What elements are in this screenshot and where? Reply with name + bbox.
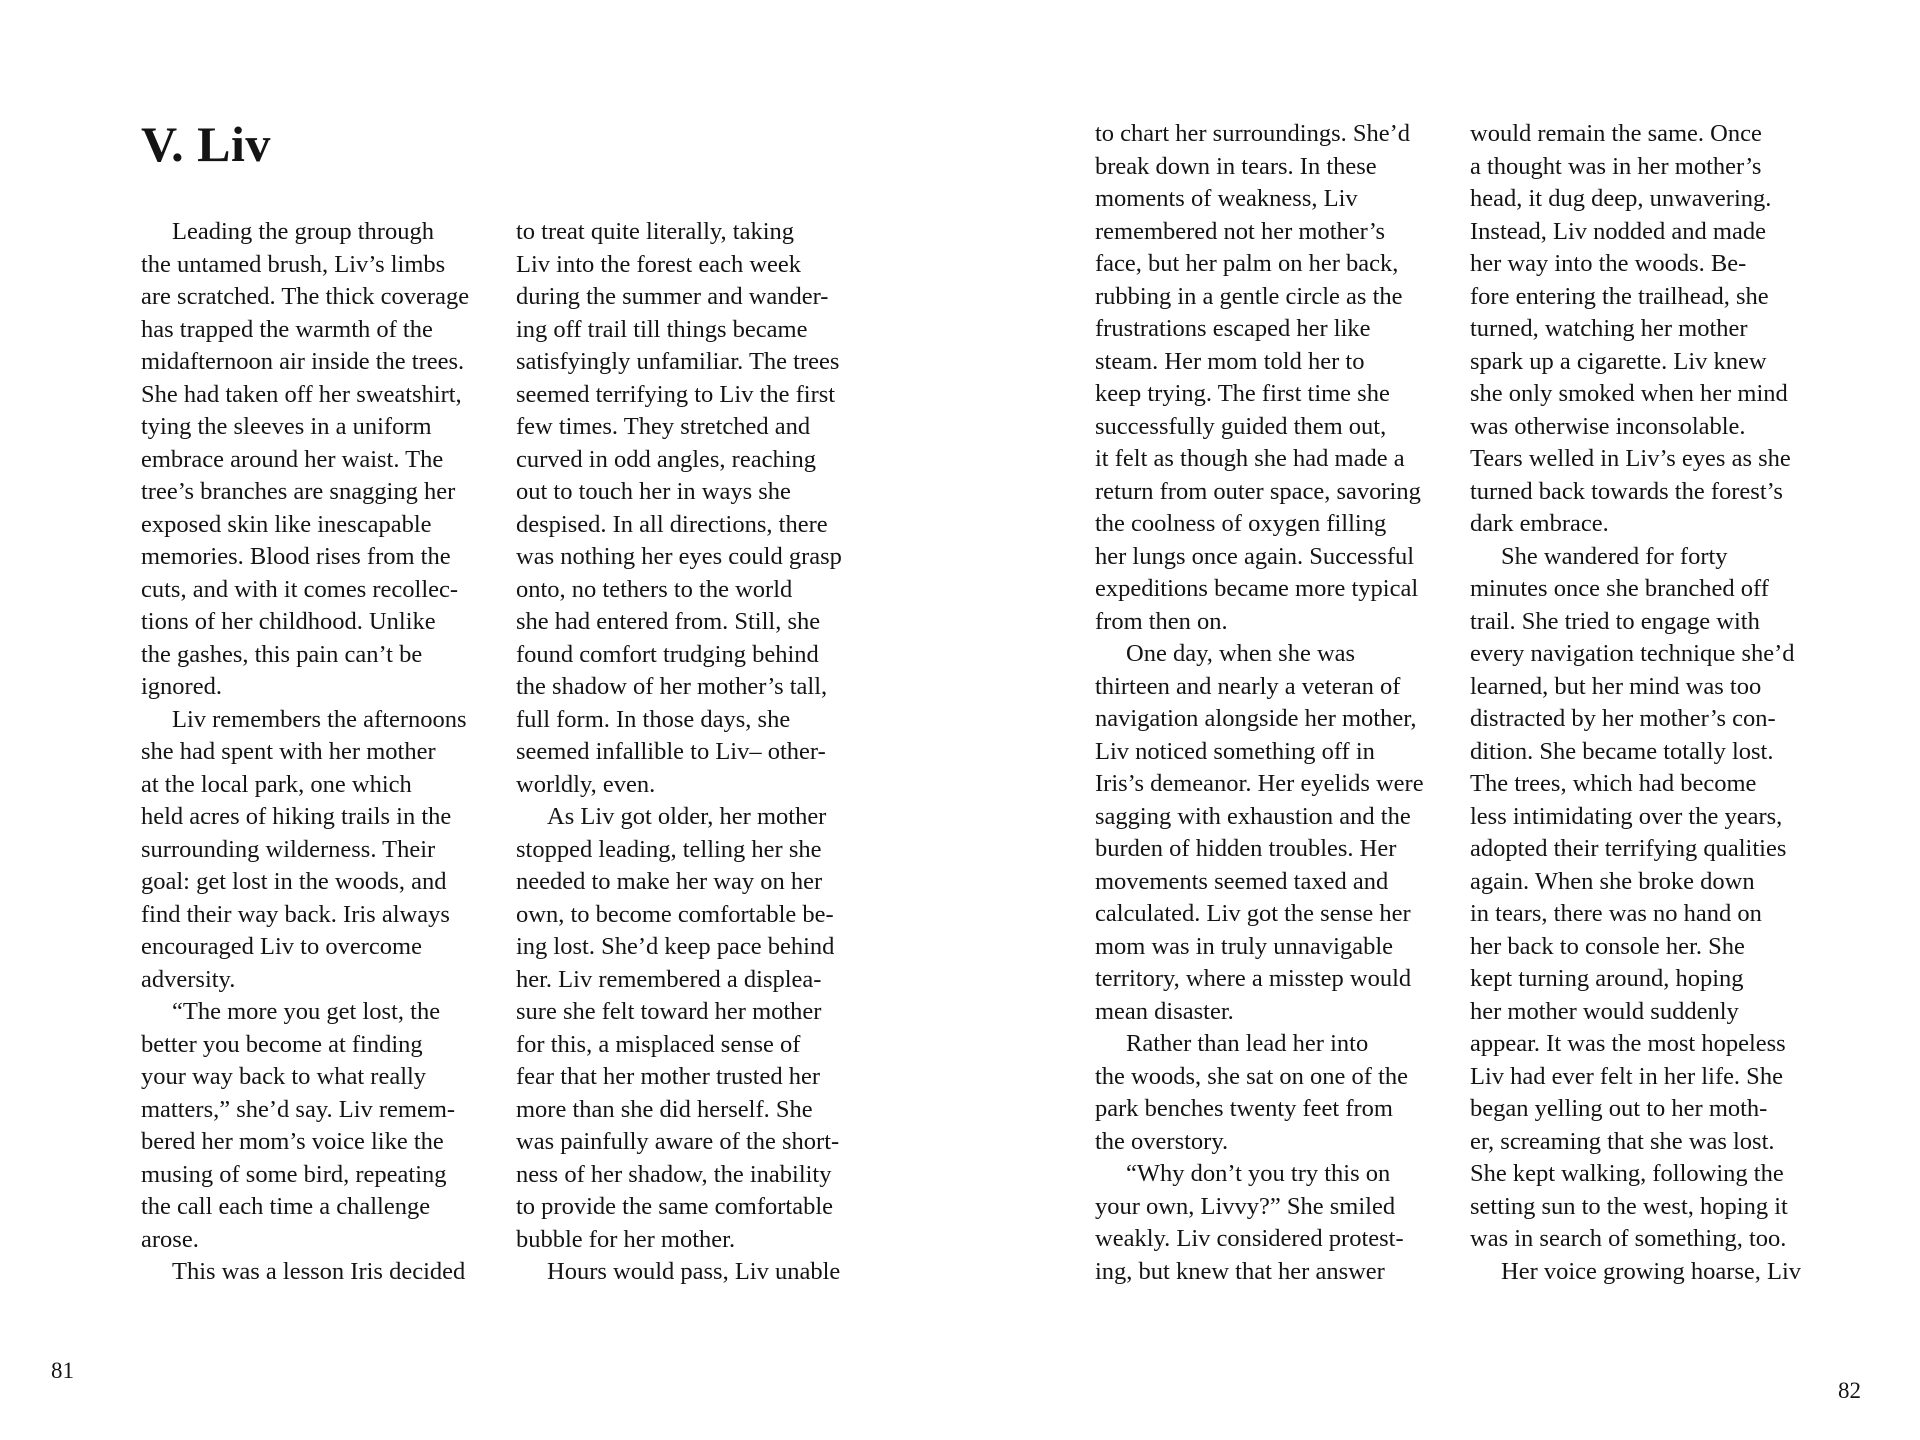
text-line: cuts, and with it comes recollec- (141, 575, 459, 603)
text-line: She wandered for forty (1501, 542, 1728, 570)
text-line: again. When she broke down (1470, 867, 1755, 895)
text-line: for this, a misplaced sense of (516, 1030, 801, 1058)
text-line: at the local park, one which (141, 770, 412, 798)
text-line: moments of weakness, Liv (1095, 185, 1358, 212)
text-line: thirteen and nearly a veteran of (1095, 672, 1401, 700)
text-line: to provide the same comfortable (516, 1193, 834, 1220)
text-line: own, to become comfortable be- (516, 900, 834, 928)
text-line: She had taken off her sweatshirt, (141, 380, 462, 408)
text-column-2 (516, 216, 866, 1289)
text-line: setting sun to the west, hoping it (1470, 1192, 1788, 1220)
text-line: she had spent with her mother (141, 738, 436, 765)
text-line: distracted by her mother’s con- (1470, 705, 1776, 732)
text-line: Liv into the forest each week (516, 250, 802, 278)
text-line: frustrations escaped her like (1095, 315, 1371, 342)
text-line: appear. It was the most hopeless (1470, 1030, 1786, 1057)
text-line: out to touch her in ways she (516, 478, 791, 505)
text-line: would remain the same. Once (1470, 120, 1762, 147)
text-line: are scratched. The thick coverage (141, 283, 470, 310)
text-line: worldly, even. (516, 770, 656, 798)
text-line: fore entering the trailhead, she (1470, 282, 1769, 310)
text-line: was painfully aware of the short- (516, 1128, 840, 1155)
text-line: the untamed brush, Liv’s limbs (141, 250, 446, 278)
text-line: during the summer and wander- (516, 283, 829, 310)
text-line: to treat quite literally, taking (516, 218, 795, 245)
text-line: midafternoon air inside the trees. (141, 348, 465, 375)
text-line: her. Liv remembered a displea- (516, 965, 822, 993)
text-line: Liv remembers the afternoons (172, 705, 467, 733)
text-line: burden of hidden troubles. Her (1095, 835, 1397, 862)
text-line: navigation alongside her mother, (1095, 705, 1417, 732)
text-line: the gashes, this pain can’t be (141, 640, 423, 668)
text-line: face, but her palm on her back, (1095, 250, 1399, 277)
text-line: park benches twenty feet from (1095, 1095, 1393, 1122)
text-line: find their way back. Iris always (141, 900, 450, 928)
text-line: began yelling out to her moth- (1470, 1095, 1768, 1122)
text-line: few times. They stretched and (516, 413, 811, 440)
text-line: kept turning around, hoping (1470, 965, 1744, 992)
text-line: your own, Livvy?” She smiled (1095, 1192, 1396, 1220)
text-line: despised. In all directions, there (516, 510, 828, 538)
text-line: better you become at finding (141, 1030, 423, 1058)
text-line: matters,” she’d say. Liv remem- (141, 1095, 456, 1123)
text-line: held acres of hiking trails in the (141, 803, 452, 830)
text-line: successfully guided them out, (1095, 412, 1387, 440)
text-line: ness of her shadow, the inability (516, 1160, 832, 1188)
text-line: Rather than lead her into (1126, 1030, 1369, 1057)
text-line: Iris’s demeanor. Her eyelids were (1095, 770, 1424, 797)
chapter-title: V. Liv (141, 116, 271, 172)
right-page (960, 0, 1920, 1440)
text-line: She kept walking, following the (1470, 1160, 1784, 1187)
text-line: minutes once she branched off (1470, 575, 1769, 602)
text-line: full form. In those days, she (516, 705, 791, 733)
text-line: fear that her mother trusted her (516, 1063, 821, 1090)
text-line: mom was in truly unnavigable (1095, 932, 1394, 960)
text-line: bubble for her mother. (516, 1225, 736, 1253)
text-line: Hours would pass, Liv unable (547, 1258, 841, 1285)
text-line: from then on. (1095, 607, 1228, 635)
text-line: surrounding wilderness. Their (141, 835, 436, 863)
text-line: turned back towards the forest’s (1470, 477, 1783, 505)
text-line: was in search of something, too. (1470, 1225, 1787, 1252)
text-line: onto, no tethers to the world (516, 575, 793, 603)
text-line: was nothing her eyes could grasp (516, 543, 842, 570)
text-line: exposed skin like inescapable (141, 510, 432, 538)
text-line: adopted their terrifying qualities (1470, 835, 1787, 862)
text-line: embrace around her waist. The (141, 445, 444, 473)
text-line: expeditions became more typical (1095, 575, 1419, 602)
text-line: a thought was in her mother’s (1470, 152, 1762, 180)
text-line: she only smoked when her mind (1470, 380, 1788, 407)
text-line: dark embrace. (1470, 510, 1609, 537)
text-line: mean disaster. (1095, 997, 1234, 1025)
text-line: movements seemed taxed and (1095, 867, 1389, 895)
text-line: the shadow of her mother’s tall, (516, 673, 828, 700)
text-column-1 (141, 216, 491, 1289)
text-line: stopped leading, telling her she (516, 835, 822, 863)
text-line: “The more you get lost, the (172, 998, 441, 1025)
text-line: rubbing in a gentle circle as the (1095, 282, 1403, 310)
text-line: steam. Her mom told her to (1095, 347, 1365, 375)
text-line: your way back to what really (141, 1063, 427, 1090)
text-line: curved in odd angles, reaching (516, 445, 817, 473)
text-line: ignored. (141, 673, 222, 700)
text-line: sagging with exhaustion and the (1095, 802, 1411, 830)
text-line: break down in tears. In these (1095, 152, 1377, 180)
text-line: was otherwise inconsolable. (1470, 412, 1746, 440)
text-line: calculated. Liv got the sense her (1095, 900, 1411, 927)
text-line: This was a lesson Iris decided (172, 1258, 466, 1285)
text-line: the overstory. (1095, 1127, 1229, 1155)
text-line: er, screaming that she was lost. (1470, 1127, 1775, 1155)
text-line: encouraged Liv to overcome (141, 933, 422, 960)
text-line: the woods, she sat on one of the (1095, 1062, 1408, 1090)
text-line: goal: get lost in the woods, and (141, 868, 447, 895)
text-line: ing lost. She’d keep pace behind (516, 933, 835, 960)
text-line: turned, watching her mother (1470, 315, 1748, 342)
text-line: ing, but knew that her answer (1095, 1257, 1385, 1285)
text-line: learned, but her mind was too (1470, 672, 1762, 700)
text-line: return from outer space, savoring (1095, 477, 1421, 505)
text-line: dition. She became totally lost. (1470, 737, 1774, 765)
text-line: satisfyingly unfamiliar. The trees (516, 348, 840, 375)
text-line: ing off trail till things became (516, 315, 808, 343)
text-line: her lungs once again. Successful (1095, 542, 1415, 570)
text-line: needed to make her way on her (516, 868, 823, 895)
text-line: adversity. (141, 965, 236, 993)
text-line: her mother would suddenly (1470, 997, 1739, 1025)
text-line: weakly. Liv considered protest- (1095, 1225, 1404, 1252)
text-line: musing of some bird, repeating (141, 1160, 447, 1188)
text-line: tions of her childhood. Unlike (141, 608, 436, 635)
text-line: arose. (141, 1225, 199, 1253)
text-line: found comfort trudging behind (516, 640, 819, 668)
text-line: the call each time a challenge (141, 1193, 431, 1220)
text-line: Leading the group through (172, 218, 434, 245)
text-line: One day, when she was (1126, 640, 1356, 667)
text-line: more than she did herself. She (516, 1095, 813, 1123)
text-line: spark up a cigarette. Liv knew (1470, 347, 1767, 375)
text-line: tree’s branches are snagging her (141, 478, 456, 505)
text-line: territory, where a misstep would (1095, 965, 1412, 992)
text-line: to chart her surroundings. She’d (1095, 120, 1411, 147)
text-line: remembered not her mother’s (1095, 217, 1386, 245)
text-line: head, it dug deep, unwavering. (1470, 185, 1772, 212)
text-line: her way into the woods. Be- (1470, 250, 1747, 277)
text-line: Instead, Liv nodded and made (1470, 217, 1766, 245)
text-line: her back to console her. She (1470, 932, 1745, 960)
text-line: tying the sleeves in a uniform (141, 413, 432, 440)
text-line: every navigation technique she’d (1470, 640, 1795, 667)
text-line: As Liv got older, her mother (547, 803, 827, 830)
text-line: The trees, which had become (1470, 770, 1757, 797)
text-line: in tears, there was no hand on (1470, 900, 1762, 927)
text-line: Liv had ever felt in her life. She (1470, 1062, 1783, 1090)
text-line: Liv noticed something off in (1095, 737, 1375, 765)
text-line: has trapped the warmth of the (141, 315, 433, 343)
text-line: seemed infallible to Liv– other- (516, 738, 826, 765)
text-column-4 (1470, 118, 1820, 1288)
text-line: seemed terrifying to Liv the first (516, 380, 836, 408)
text-line: it felt as though she had made a (1095, 445, 1405, 472)
text-line: bered her mom’s voice like the (141, 1128, 444, 1155)
page-number-right: 82 (1838, 1378, 1861, 1403)
text-line: she had entered from. Still, she (516, 608, 821, 635)
text-line: keep trying. The first time she (1095, 380, 1390, 407)
text-line: trail. She tried to engage with (1470, 607, 1760, 635)
text-line: Tears welled in Liv’s eyes as she (1470, 445, 1791, 472)
text-line: Her voice growing hoarse, Liv (1501, 1257, 1802, 1285)
text-column-3 (1095, 118, 1445, 1288)
text-line: the coolness of oxygen filling (1095, 510, 1387, 537)
text-line: “Why don’t you try this on (1126, 1160, 1391, 1187)
text-line: memories. Blood rises from the (141, 543, 451, 570)
text-line: less intimidating over the years, (1470, 802, 1783, 830)
page-number-left: 81 (51, 1358, 74, 1383)
text-line: sure she felt toward her mother (516, 998, 822, 1025)
